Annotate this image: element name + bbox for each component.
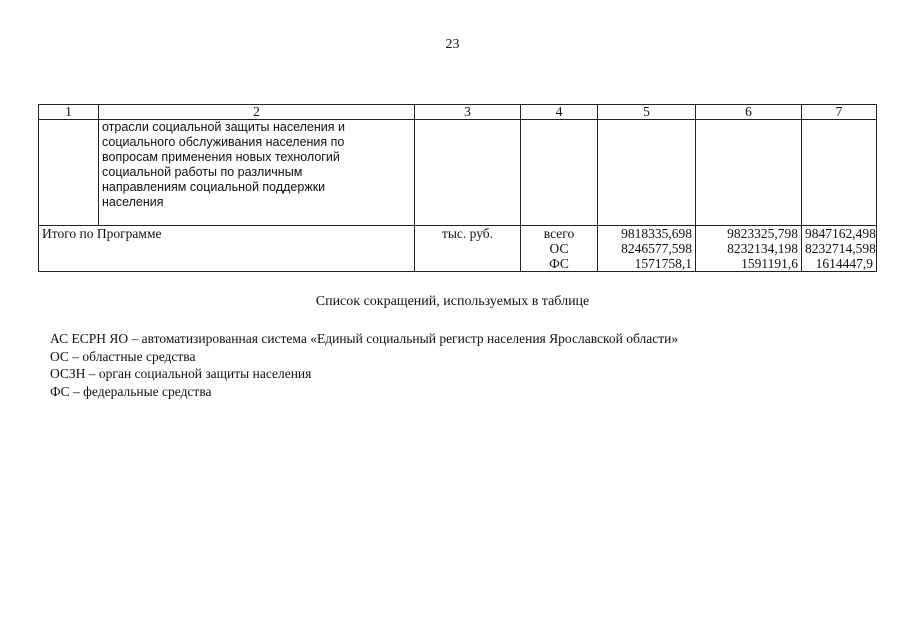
value-cell: 1591191,6 <box>741 256 798 271</box>
funding-kind-total: всего <box>543 226 575 241</box>
description-line: направлениям социальной поддержки <box>102 180 326 194</box>
header-row <box>39 105 877 120</box>
total-row <box>39 226 877 272</box>
column-header-1: 1 <box>39 105 99 120</box>
empty-cell <box>802 120 877 226</box>
column-header-6: 6 <box>696 105 802 120</box>
abbreviations-list <box>50 330 678 400</box>
value-cell: 8232134,198 <box>727 241 798 256</box>
value-cell: 1614447,9 <box>815 256 873 271</box>
value-cell: 9847162,498 <box>805 226 876 241</box>
funding-kind-regional: ОС <box>549 241 569 256</box>
description-line: социальной работы по различным <box>102 165 303 179</box>
column-header-2: 2 <box>99 105 415 120</box>
abbreviation-item: ФС – федеральные средства <box>50 383 212 399</box>
description-line: населения <box>102 195 164 209</box>
column-header-4: 4 <box>521 105 598 120</box>
column-6-values <box>696 226 802 272</box>
value-cell: 8232714,598 <box>805 241 876 256</box>
empty-cell <box>415 120 521 226</box>
funding-kind-federal: ФС <box>549 256 569 271</box>
value-cell: 9818335,698 <box>621 226 692 241</box>
description-line: социального обслуживания населения по <box>102 135 345 149</box>
column-7-values <box>802 226 877 272</box>
abbreviation-item: ОС – областные средства <box>50 348 196 364</box>
empty-cell <box>598 120 696 226</box>
column-5-values <box>598 226 696 272</box>
column-header-7: 7 <box>802 105 877 120</box>
page-number: 23 <box>445 37 460 52</box>
funding-kind-cell <box>521 226 598 272</box>
abbreviation-item: ОСЗН – орган социальной защиты населения <box>50 366 312 381</box>
abbreviations-title: Список сокращений, используемых в таблице <box>315 294 590 309</box>
value-cell: 1571758,1 <box>634 256 692 271</box>
value-cell: 8246577,598 <box>621 241 692 256</box>
empty-cell <box>696 120 802 226</box>
unit-cell: тыс. руб. <box>415 226 521 272</box>
column-header-5: 5 <box>598 105 696 120</box>
row-number-cell <box>39 120 99 226</box>
column-header-3: 3 <box>415 105 521 120</box>
value-cell: 9823325,798 <box>727 226 798 241</box>
description-cell <box>99 120 415 226</box>
total-label: Итого по Программе <box>39 226 415 272</box>
description-line: отрасли социальной защиты населения и <box>102 120 345 134</box>
empty-cell <box>521 120 598 226</box>
program-budget-table <box>38 104 877 272</box>
table-row <box>39 120 877 226</box>
abbreviation-item: АС ЕСРН ЯО – автоматизированная система «Единый социальный регистр населения Ярославской области» <box>50 331 679 346</box>
description-line: вопросам применения новых технологий <box>102 150 340 164</box>
